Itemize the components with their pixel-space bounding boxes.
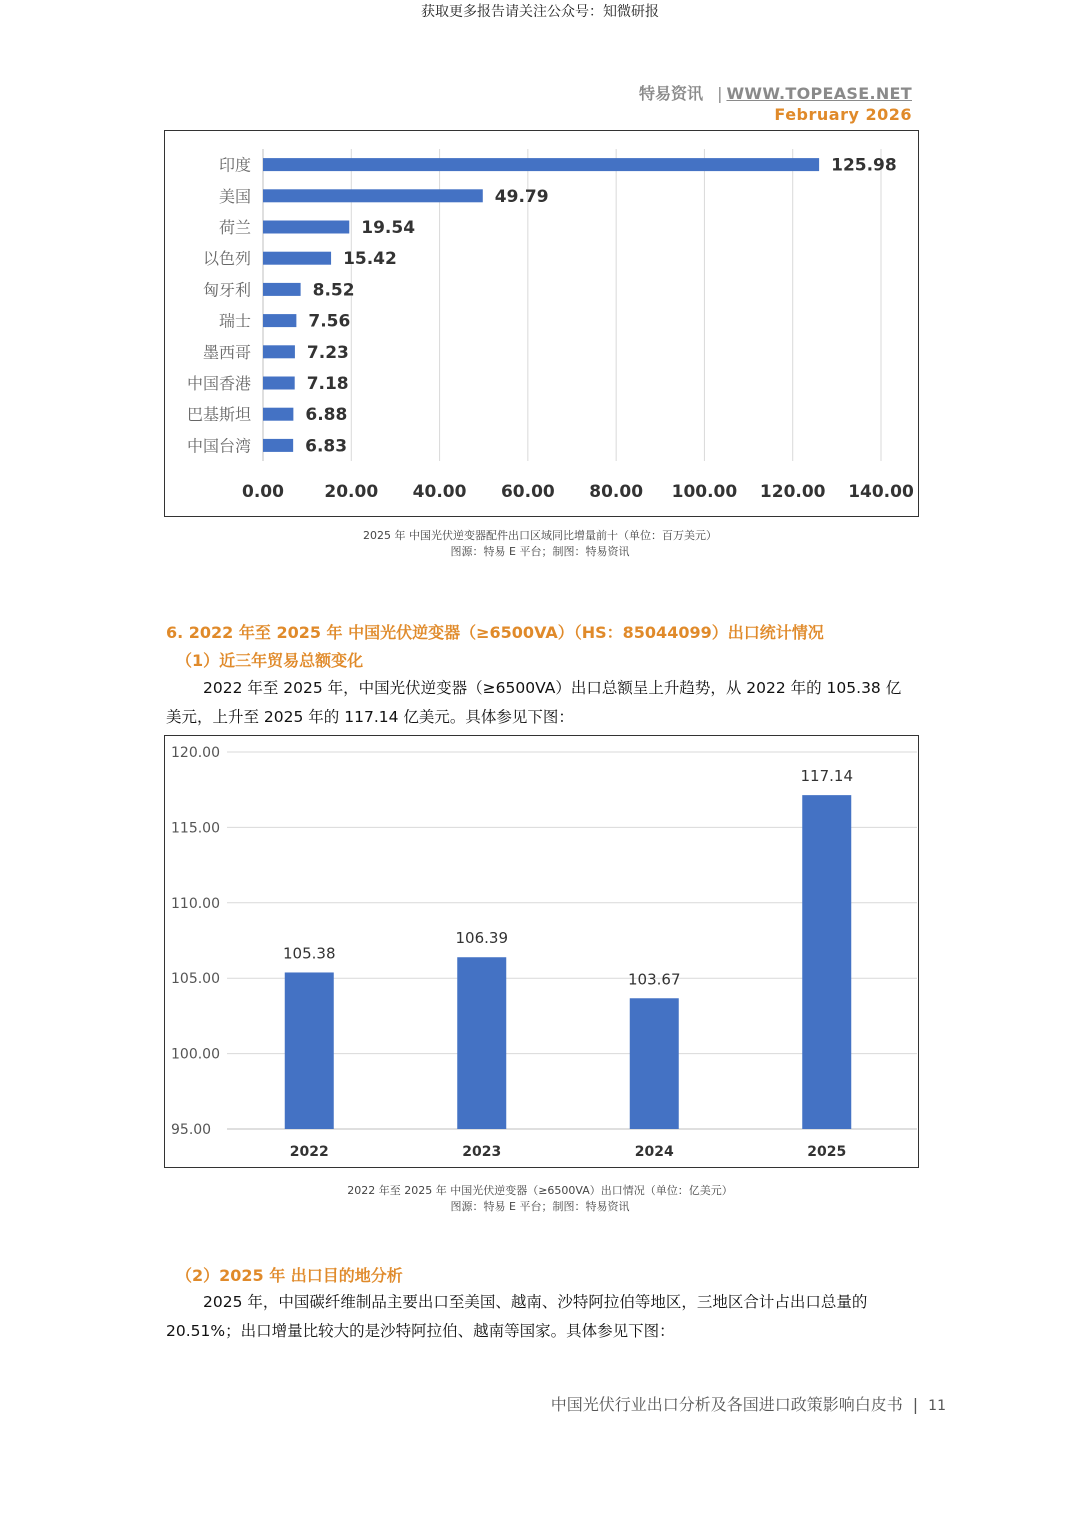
bar bbox=[263, 221, 349, 234]
category-label: 2025 bbox=[807, 1144, 847, 1160]
value-label: 49.79 bbox=[494, 186, 549, 207]
x-tick-label: 120.00 bbox=[759, 482, 826, 502]
x-tick-label: 40.00 bbox=[412, 482, 467, 502]
section6-paragraph: 2022 年至 2025 年，中国光伏逆变器（≥6500VA）出口总额呈上升趋势，从 2022 年的 105.38 亿美元，上升至 2025 年的 117.14 亿美元。具体参见下图： bbox=[166, 679, 902, 726]
category-label: 以色列 bbox=[202, 249, 251, 269]
value-label: 106.39 bbox=[455, 929, 508, 948]
page-footer bbox=[551, 1392, 946, 1415]
category-label: 荷兰 bbox=[218, 218, 251, 237]
section-sub2-heading: （2）2025 年 出口目的地分析 bbox=[176, 1266, 403, 1285]
category-label: 瑞士 bbox=[218, 311, 251, 331]
footer-separator: | bbox=[912, 1395, 919, 1414]
y-tick-label: 120.00 bbox=[171, 745, 220, 761]
bar bbox=[263, 252, 331, 265]
value-label: 117.14 bbox=[800, 767, 853, 786]
brand-header bbox=[639, 81, 912, 104]
x-tick-label: 80.00 bbox=[589, 482, 644, 502]
y-tick-label: 115.00 bbox=[171, 820, 220, 837]
value-label: 7.18 bbox=[306, 374, 349, 394]
chart1-caption-block bbox=[0, 528, 1080, 560]
top-notice: 获取更多报告请关注公众号：知微研报 bbox=[421, 4, 659, 20]
bar bbox=[285, 972, 334, 1129]
y-tick-label: 100.00 bbox=[171, 1046, 220, 1063]
x-tick-label: 60.00 bbox=[500, 482, 555, 502]
category-label: 墨西哥 bbox=[202, 342, 251, 362]
category-label: 巴基斯坦 bbox=[186, 405, 251, 425]
y-tick-label: 105.00 bbox=[171, 971, 220, 988]
bar bbox=[263, 314, 296, 327]
section6-sub1-heading: （1）近三年贸易总额变化 bbox=[176, 651, 364, 670]
bar bbox=[263, 345, 295, 358]
bar bbox=[263, 189, 483, 202]
chart2-svg bbox=[165, 736, 918, 1167]
x-tick-label: 100.00 bbox=[671, 482, 738, 502]
y-tick-label: 110.00 bbox=[171, 895, 220, 912]
section-sub2-paragraph: 2025 年，中国碳纤维制品主要出口至美国、越南、沙特阿拉伯等地区，三地区合计占出口总量的 20.51%；出口增量比较大的是沙特阿拉伯、越南等国家。具体参见下图： bbox=[166, 1293, 868, 1340]
category-label: 印度 bbox=[218, 155, 251, 175]
category-label: 2023 bbox=[462, 1144, 502, 1160]
category-label: 2022 bbox=[289, 1144, 329, 1160]
bar bbox=[263, 283, 301, 296]
bar bbox=[263, 408, 293, 421]
footer-title: 中国光伏行业出口分析及各国进口政策影响白皮书 bbox=[550, 1395, 903, 1414]
category-label: 2024 bbox=[634, 1144, 674, 1160]
section6-heading: 6. 2022 年至 2025 年 中国光伏逆变器（≥6500VA）（HS：85044099）出口统计情况 bbox=[166, 623, 824, 642]
value-label: 6.88 bbox=[305, 405, 348, 426]
chart1-svg bbox=[165, 131, 918, 516]
x-tick-label: 20.00 bbox=[324, 482, 379, 502]
bar bbox=[802, 795, 851, 1129]
category-label: 中国台湾 bbox=[186, 436, 251, 456]
value-label: 8.52 bbox=[312, 280, 355, 301]
bar bbox=[263, 377, 295, 390]
brand-name: 特易资讯 bbox=[639, 84, 704, 103]
x-tick-label: 0.00 bbox=[242, 482, 284, 502]
bar bbox=[457, 957, 506, 1129]
bar bbox=[263, 439, 293, 452]
chart-export-increment-top10 bbox=[164, 130, 919, 517]
category-label: 中国香港 bbox=[186, 374, 251, 393]
brand-url-link[interactable]: WWW.TOPEASE.NET bbox=[726, 84, 912, 103]
bar bbox=[630, 998, 679, 1129]
chart-export-total-2022-2025 bbox=[164, 735, 919, 1168]
chart1-caption: 2025 年 中国光伏逆变器配件出口区域同比增量前十（单位：百万美元） bbox=[363, 529, 717, 542]
page-number: 11 bbox=[928, 1398, 946, 1414]
chart1-source: 图源：特易 E 平台；制图：特易资讯 bbox=[450, 545, 630, 558]
brand-separator: | bbox=[717, 84, 723, 103]
value-label: 105.38 bbox=[283, 944, 336, 963]
x-tick-label: 140.00 bbox=[848, 482, 914, 502]
value-label: 19.54 bbox=[361, 218, 416, 238]
value-label: 7.23 bbox=[306, 342, 349, 363]
value-label: 15.42 bbox=[343, 249, 397, 270]
category-label: 美国 bbox=[218, 186, 251, 206]
value-label: 7.56 bbox=[308, 311, 351, 332]
category-label: 匈牙利 bbox=[202, 280, 251, 300]
value-label: 103.67 bbox=[628, 970, 681, 989]
chart2-caption: 2022 年至 2025 年 中国光伏逆变器（≥6500VA）出口情况（单位：亿美元） bbox=[347, 1184, 733, 1197]
value-label: 6.83 bbox=[305, 436, 348, 457]
chart2-caption-block bbox=[0, 1183, 1080, 1215]
chart2-source: 图源：特易 E 平台；制图：特易资讯 bbox=[450, 1200, 630, 1213]
value-label: 125.98 bbox=[831, 155, 897, 176]
bar bbox=[263, 158, 819, 171]
y-tick-label: 95.00 bbox=[171, 1122, 212, 1138]
report-date: February 2026 bbox=[774, 105, 912, 124]
